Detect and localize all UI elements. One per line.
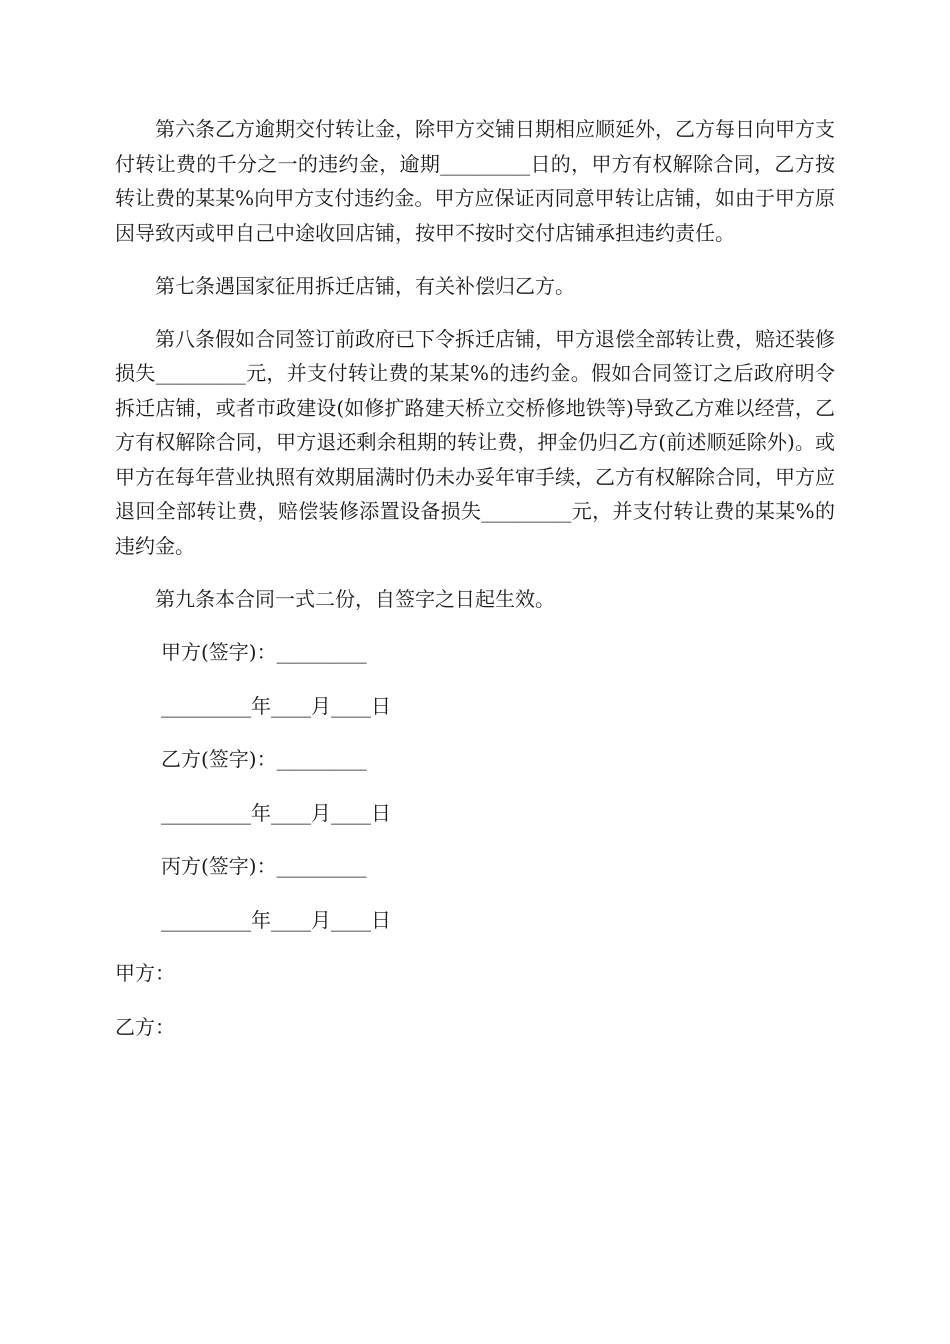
spacer — [115, 670, 835, 689]
party-a-signature: 甲方(签字)：_________ — [161, 640, 367, 664]
spacer — [115, 616, 835, 635]
spacer — [115, 937, 835, 956]
party-c-date: _________年____月____日 — [161, 907, 391, 932]
party-b-label: 乙方： — [115, 1014, 175, 1039]
spacer — [115, 723, 835, 742]
spacer — [115, 303, 835, 322]
spacer — [115, 777, 835, 796]
spacer — [115, 991, 835, 1010]
party-a-date: _________年____月____日 — [161, 693, 391, 718]
clause-9: 第九条本合同一式二份，自签字之日起生效。 — [155, 586, 555, 611]
party-b-date: _________年____月____日 — [161, 800, 391, 825]
contract-page — [115, 112, 835, 1044]
spacer — [115, 830, 835, 849]
spacer — [115, 884, 835, 903]
clause-6: 第六条乙方逾期交付转让金，除甲方交铺日期相应顺延外，乙方每日向甲方支付转让费的千分之一的违约金，逾期_________日的，甲方有权解除合同，乙方按转让费的某某%向甲方支付违约金。甲方应保证丙同意甲转让店铺，如由于甲方原因导致丙或甲自己中途收回店铺，按甲不按时交付店铺承担违约责任。 — [115, 117, 835, 245]
party-b-signature: 乙方(签字)：_________ — [161, 747, 367, 771]
spacer — [115, 563, 835, 582]
spacer — [115, 250, 835, 269]
party-c-signature: 丙方(签字)：_________ — [161, 854, 367, 878]
clause-7: 第七条遇国家征用拆迁店铺，有关补偿归乙方。 — [155, 273, 575, 298]
clause-8: 第八条假如合同签订前政府已下令拆迁店铺，甲方退偿全部转让费，赔还装修损失_________元，并支付转让费的某某%的违约金。假如合同签订之后政府明令拆迁店铺，或者市政建设(如修扩路建天桥立交桥修地铁等)导致乙方难以经营，乙方有权解除合同，甲方退还剩余租期的转让费，押金仍归乙方(前述顺延除外)。或甲方在每年营业执照有效期届满时仍未办妥年审手续，乙方有权解除合同，甲方应退回全部转让费，赔偿装修添置设备损失_________元，并支付转让费的某某%的违约金。 — [115, 326, 835, 558]
party-a-label: 甲方： — [115, 961, 175, 985]
